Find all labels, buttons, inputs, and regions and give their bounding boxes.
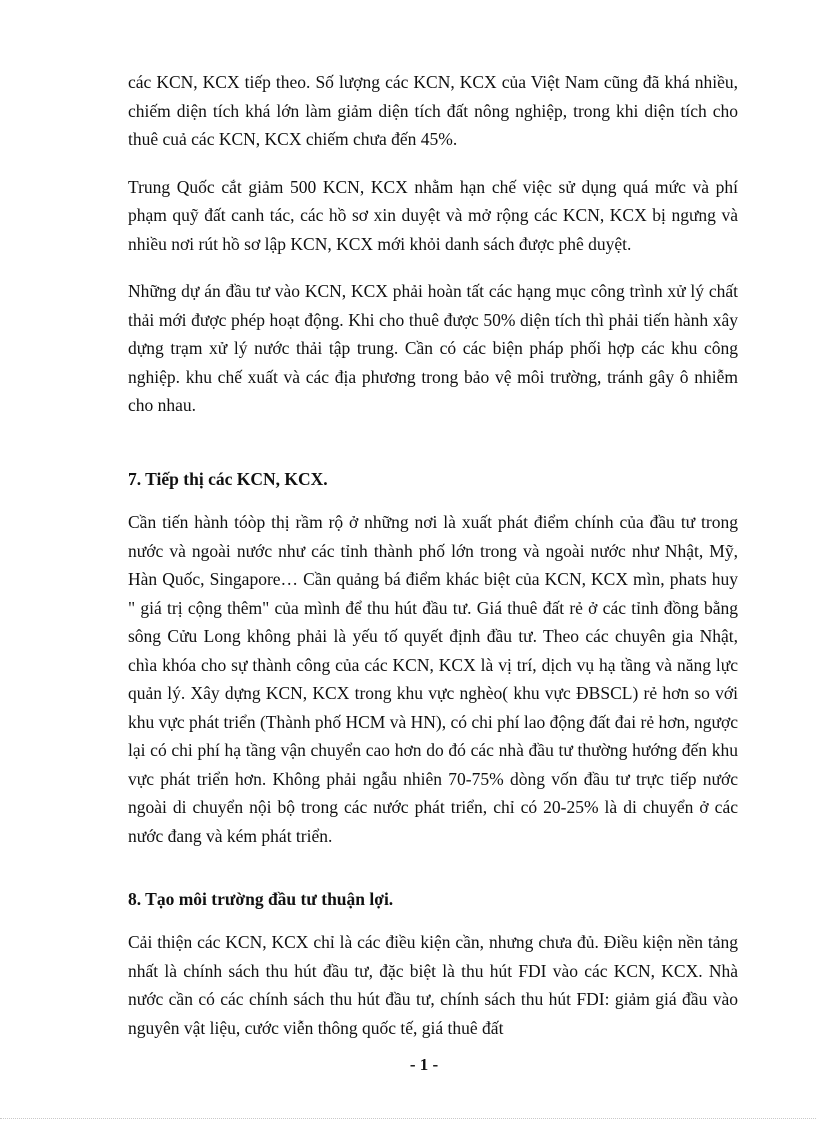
paragraph-kcn-area: các KCN, KCX tiếp theo. Số lượng các KCN, KCX của Việt Nam cũng đã khá nhiều, chiếm diện tích khá lớn làm giảm diện tích đất nông nghiệp, trong khi diện tích cho thuê cuả các KCN, KCX chiếm chưa đến 45%. [128, 72, 738, 149]
paragraph-marketing: Cần tiến hành tóòp thị rầm rộ ở những nơi là xuất phát điểm chính của đầu tư trong nước và ngoài nước như các tỉnh thành phố lớn trong và ngoài nước như Nhật, Mỹ, Hàn Quốc, Singapore… Cần quảng bá điểm khác biệt của KCN, KCX mìn, phats huy " giá trị cộng thêm" của mình để thu hút đầu tư. Giá thuê đất rẻ ở các tỉnh đồng bằng sông Cửu Long không phải là yếu tố quyết định đầu tư. Theo các chuyên gia Nhật, chìa khóa cho sự thành công của các KCN, KCX là vị trí, dịch vụ hạ tầng và năng lực quản lý. Xây dựng KCN, KCX trong khu vực nghèo( khu vực ĐBSCL) rẻ hơn so với khu vực phát triển (Thành phố HCM và HN), có chi phí lao động đất đai rẻ hơn, ngược lại có chi phí hạ tầng vận chuyển cao hơn do đó các nhà đầu tư thường hướng đến khu vực phát triển hơn. Không phải ngẫu nhiên 70-75% dòng vốn đầu tư trực tiếp nước ngoài di chuyển nội bộ trong các nước phát triển, chỉ có 20-25% là di chuyển ở các nước đang và kém phát triển. [128, 512, 738, 846]
paragraph-waste-treatment: Những dự án đầu tư vào KCN, KCX phải hoàn tất các hạng mục công trình xử lý chất thải mới được phép hoạt động. Khi cho thuê được 50% diện tích thì phải tiến hành xây dựng trạm xử lý nước thải tập trung. Cần có các biện pháp phối hợp các khu công nghiệp. khu chế xuất và các địa phương trong bảo vệ môi trường, tránh gây ô nhiễm cho nhau. [128, 281, 738, 415]
section-heading-marketing: 7. Tiếp thị các KCN, KCX. [128, 469, 328, 489]
paragraph-china-cuts: Trung Quốc cắt giảm 500 KCN, KCX nhằm hạn chế việc sử dụng quá mức và phí phạm quỹ đất canh tác, các hồ sơ xin duyệt và mở rộng các KCN, KCX bị ngưng và nhiều nơi rút hồ sơ lập KCN, KCX mới khỏi danh sách được phê duyệt. [128, 176, 738, 254]
paragraph-investment-environment: Cải thiện các KCN, KCX chỉ là các điều kiện cần, nhưng chưa đủ. Điều kiện nền tảng nhất là chính sách thu hút đầu tư, đặc biệt là thu hút FDI vào các KCN, KCX. Nhà nước cần có các chính sách thu hút đầu tư, chính sách thu hút FDI: giảm giá đầu vào nguyên vật liệu, cước viễn thông quốc tế, giá thuê đất [128, 932, 738, 1038]
section-heading-investment-environment: 8. Tạo môi trường đầu tư thuận lợi. [128, 889, 394, 909]
document-page [128, 68, 738, 1038]
page-number: - 1 - [409, 1055, 439, 1074]
page-divider [0, 1118, 816, 1119]
